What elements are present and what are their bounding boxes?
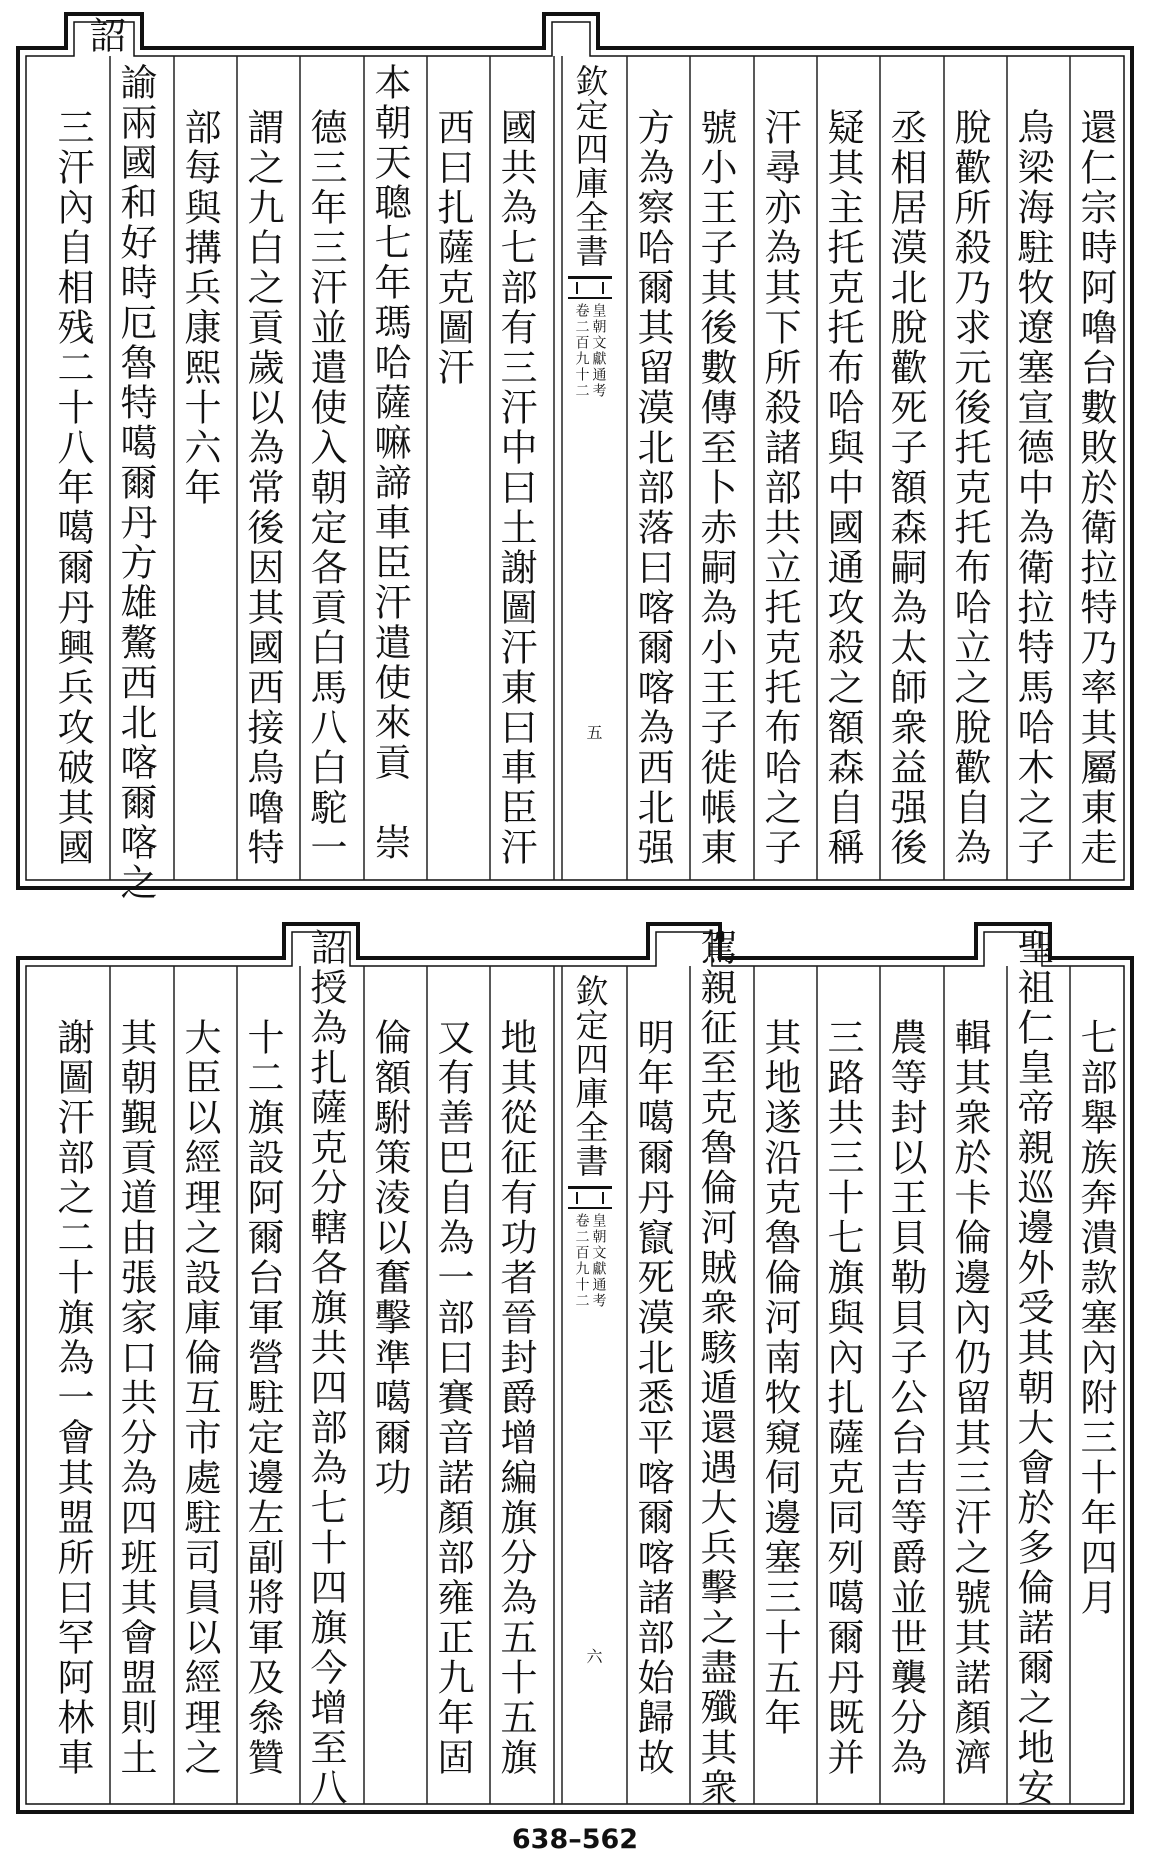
top-margin-volume: 卷二百九十二 <box>573 303 590 399</box>
bottom-col-2: 聖祖仁皇帝親巡邊外受其朝大會於多倫諾爾之地安 <box>1011 928 1054 1808</box>
top-page <box>14 8 1136 903</box>
top-col-3: 脫歡所殺乃求元後托克托布哈立之脫歡自為 <box>948 108 991 868</box>
bottom-col-8: 明年噶爾丹竄死漠北悉平喀爾喀諸部始歸故 <box>631 1018 674 1778</box>
bottom-margin-subtitle <box>575 1213 606 1309</box>
top-margin-fishtail <box>568 276 612 299</box>
bottom-col-11: 倫額駙策淩以奮擊準噶爾功 <box>368 1018 411 1498</box>
bottom-col-5: 三路共三十七旗與內扎薩克同列噶爾丹既并 <box>821 1018 864 1778</box>
top-col-4: 丞相居漠北脫歡死子額森嗣為太師衆益强後 <box>884 108 927 868</box>
bottom-col-13: 十二旗設阿爾台軍營駐定邊左副將軍及叅贊 <box>241 1018 284 1778</box>
bottom-margin-volume: 卷二百九十二 <box>573 1213 590 1309</box>
top-col-5: 疑其主托克托布哈與中國通攻殺之額森自稱 <box>821 108 864 868</box>
bottom-col-14: 大臣以經理之設庫倫互市處駐司員以經理之 <box>178 1018 221 1778</box>
top-col-11: 本朝天聰七年瑪哈薩嘛諦車臣汗遣使來貢 崇 <box>368 63 411 863</box>
top-col-2: 烏梁海駐牧遼塞宣德中為衛拉特馬哈木之子 <box>1011 108 1054 868</box>
bottom-margin-book: 皇朝文獻通考 <box>590 1213 607 1309</box>
top-col-15: 諭兩國和好時厄魯特噶爾丹方雄驁西北喀爾喀之 <box>114 63 157 903</box>
top-col-8: 方為察哈爾其留漠北部落曰喀爾喀為西北强 <box>631 108 674 868</box>
top-raised-char: 詔 <box>83 16 126 56</box>
top-col-14: 部每與搆兵康熙十六年 <box>178 108 221 508</box>
top-col-9: 國共為七部有三汗中曰土謝圖汗東曰車臣汗 <box>494 108 537 868</box>
top-col-16: 三汗內自相残二十八年噶爾丹興兵攻破其國 <box>51 108 94 868</box>
top-margin-column <box>562 64 618 399</box>
top-margin-subtitle <box>575 303 606 399</box>
bottom-col-12: 詔授為扎薩克分轄各旗共四部為七十四旗今增至八 <box>304 928 347 1808</box>
top-col-1: 還仁宗時阿嚕台數敗於衛拉特乃率其屬東走 <box>1074 108 1117 868</box>
bottom-col-7: 駕親征至克魯倫河賊衆駭遁還遇大兵擊之盡殲其衆 <box>694 928 737 1808</box>
top-col-12: 德三年三汗並遣使入朝定各貢白馬八白駝一 <box>304 108 347 868</box>
top-folio: 五 <box>584 724 603 740</box>
bottom-col-4: 農等封以王貝勒貝子公台吉等爵並世襲分為 <box>884 1018 927 1778</box>
bottom-margin-fishtail <box>568 1186 612 1209</box>
bottom-folio: 六 <box>584 1648 603 1664</box>
bottom-col-9: 地其從征有功者晉封爵增編旗分為五十五旗 <box>494 1018 537 1778</box>
bottom-margin-column <box>562 974 618 1309</box>
bottom-margin-title: 欽定四庫全書 <box>570 974 610 1178</box>
top-margin-title: 欽定四庫全書 <box>570 64 610 268</box>
top-col-10: 西曰扎薩克圖汗 <box>431 108 474 388</box>
bottom-col-1: 七部舉族奔潰款塞內附三十年四月 <box>1074 1018 1117 1618</box>
bottom-col-16: 謝圖汗部之二十旗為一會其盟所曰罕阿林車 <box>51 1018 94 1778</box>
top-col-7: 號小王子其後數傳至卜赤嗣為小王子徙帳東 <box>694 108 737 868</box>
bottom-col-15: 其朝覲貢道由張家口共分為四班其會盟則土 <box>114 1018 157 1778</box>
top-margin-book: 皇朝文獻通考 <box>590 303 607 399</box>
top-col-13: 謂之九白之貢歲以為常後因其國西接烏嚕特 <box>241 108 284 868</box>
bottom-page <box>14 918 1136 1818</box>
page-number: 638–562 <box>511 1824 639 1855</box>
top-col-6: 汗尋亦為其下所殺諸部共立托克托布哈之子 <box>758 108 801 868</box>
bottom-col-3: 輯其衆於卡倫邊內仍留其三汗之號其諾顏濟 <box>948 1018 991 1778</box>
bottom-col-10: 又有善巴自為一部曰賽音諾顏部雍正九年固 <box>431 1018 474 1778</box>
bottom-col-6: 其地遂沿克魯倫河南牧窺伺邊塞三十五年 <box>758 1018 801 1738</box>
